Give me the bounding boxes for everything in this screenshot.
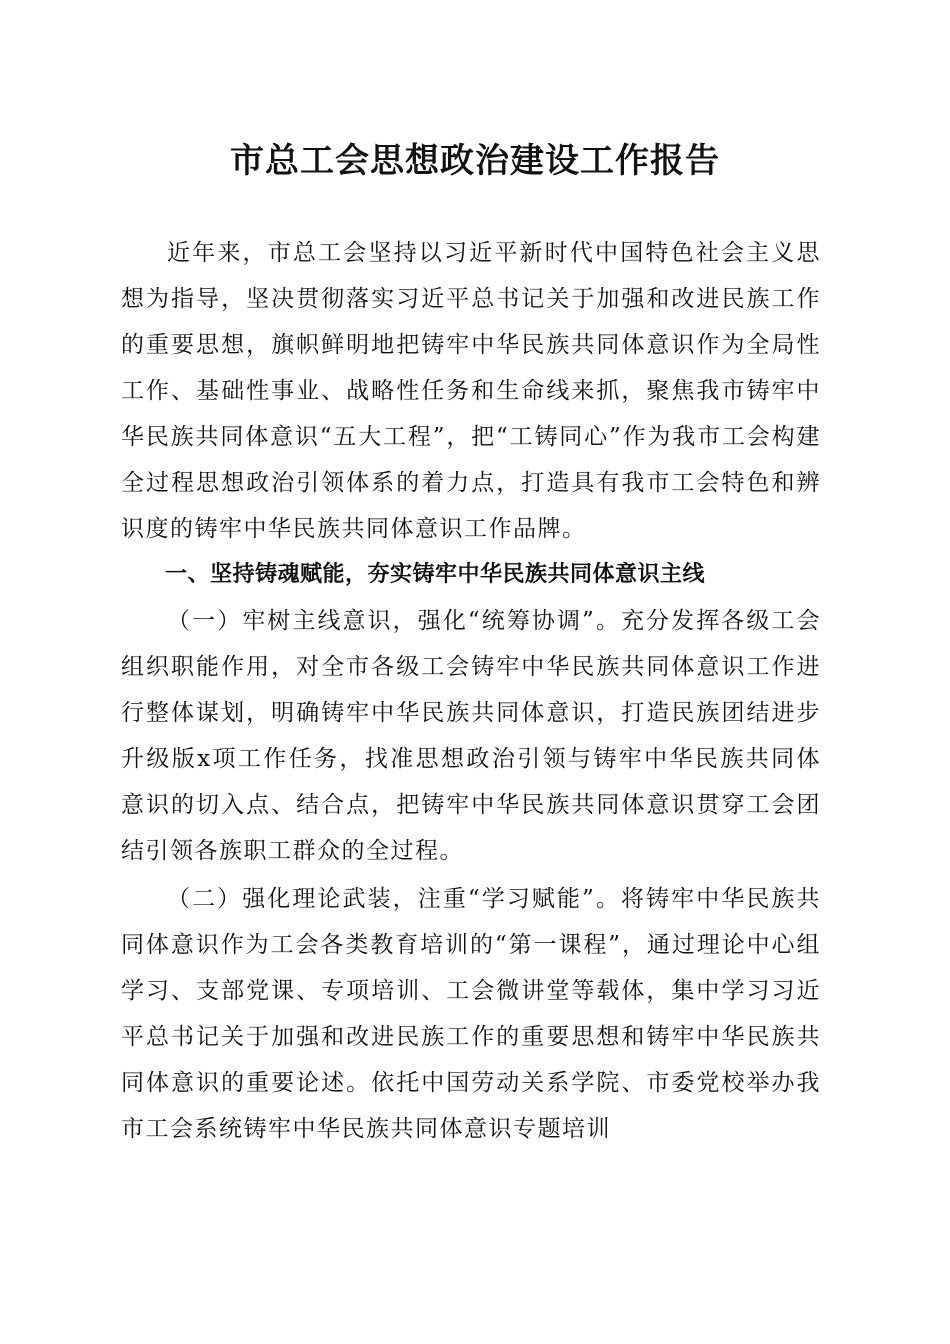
paragraph-2-lead: （二）强化理论武装，注重“学习赋能”。 bbox=[167, 886, 621, 912]
paragraph-1-lead: （一）牢树主线意识，强化“统筹协调”。 bbox=[167, 608, 621, 634]
paragraph-1-body: 充分发挥各级工会组织职能作用，对全市各级工会铸牢中华民族共同体意识工作进行整体谋划，明确铸牢中华民族共同体意识，打造民族团结进步升级版x项工作任务，找准思想政治引领与铸牢中华民族共同体意识的切入点、结合点，把铸牢中华民族共同体意识贯穿工会团结引领各族职工群众的全过程。 bbox=[121, 608, 821, 864]
paragraph-2 bbox=[121, 876, 821, 1152]
paragraph-1 bbox=[121, 598, 821, 874]
section-heading-1: 一、坚持铸魂赋能，夯实铸牢中华民族共同体意识主线 bbox=[165, 562, 706, 587]
document-body bbox=[121, 230, 821, 1152]
document-title: 市总工会思想政治建设工作报告 bbox=[230, 141, 720, 181]
paragraph-2-body: 将铸牢中华民族共同体意识作为工会各类教育培训的“第一课程”，通过理论中心组学习、支部党课、专项培训、工会微讲堂等载体，集中学习习近平总书记关于加强和改进民族工作的重要思想和铸牢中华民族共同体意识的重要论述。依托中国劳动关系学院、市委党校举办我市工会系统铸牢中华民族共同体意识专题培训 bbox=[121, 886, 821, 1142]
intro-paragraph: 近年来，市总工会坚持以习近平新时代中国特色社会主义思想为指导，坚决贯彻落实习近平总书记关于加强和改进民族工作的重要思想，旗帜鲜明地把铸牢中华民族共同体意识作为全局性工作、基础性事业、战略性任务和生命线来抓，聚焦我市铸牢中华民族共同体意识“五大工程”，把“工铸同心”作为我市工会构建全过程思想政治引领体系的着力点，打造具有我市工会特色和辨识度的铸牢中华民族共同体意识工作品牌。 bbox=[121, 240, 821, 542]
